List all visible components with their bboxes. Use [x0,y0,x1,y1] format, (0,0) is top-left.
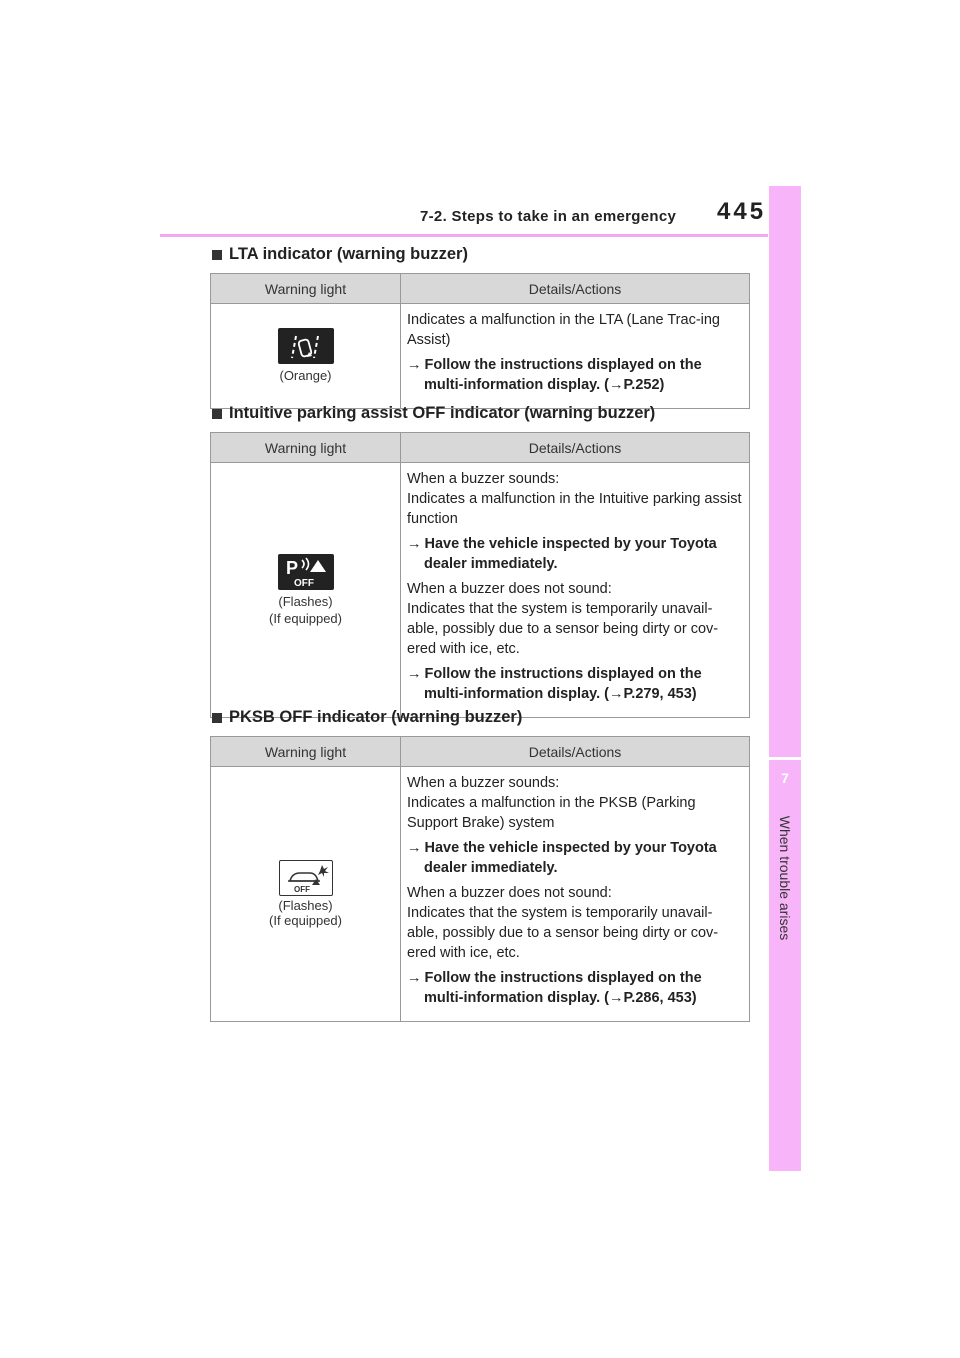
action-text: Follow the instructions displayed on the multi-information display. (→P.252) [424,357,702,393]
right-arrow-icon: → [407,840,422,856]
action-text: Have the vehicle inspected by your Toyota dealer immediately. [424,840,717,876]
warning-light-cell [211,767,401,1022]
parking-assist-graphic [278,554,334,590]
column-header-details: Details/Actions [401,737,750,767]
detail-text: When a buzzer sounds: [407,471,560,487]
chapter-title: When trouble arises [777,815,793,941]
warning-light-cell [211,463,401,718]
details-cell [401,463,750,718]
detail-text: Indicates that the system is temporarily unavail-able, possibly due to a sensor being dirty or cov-ered with ice, etc. [407,601,719,657]
table-header-row [211,737,750,767]
detail-action [407,664,743,704]
lta-lane-icon [278,328,334,364]
details-cell [401,767,750,1022]
action-text: Follow the instructions displayed on the multi-information display. (→P.286, 453) [424,970,702,1006]
pksb-graphic [280,861,332,895]
column-header-warning-light: Warning light [211,274,401,304]
action-text: Follow the instructions displayed on the multi-information display. (→P.279, 453) [424,666,702,702]
action-text: Have the vehicle inspected by your Toyota dealer immediately. [424,536,717,572]
detail-action [407,355,743,395]
square-bullet-icon [212,409,222,419]
section-heading-text: PKSB OFF indicator (warning buzzer) [229,708,523,726]
column-header-warning-light: Warning light [211,433,401,463]
warning-table-parking-assist [210,432,750,718]
square-bullet-icon [212,250,222,260]
section-heading-parking-assist [212,404,655,423]
side-tab-divider [769,757,801,760]
section-heading-lta [212,245,468,264]
right-arrow-icon: → [407,970,422,986]
detail-action [407,838,743,878]
icon-caption: (If equipped) [269,610,342,626]
column-header-details: Details/Actions [401,274,750,304]
svg-text:P: P [285,557,298,578]
svg-text:OFF: OFF [293,577,314,589]
lta-lane-graphic [278,328,334,364]
square-bullet-icon [212,713,222,723]
chapter-side-tab [769,186,801,1171]
right-arrow-icon: → [407,666,422,682]
detail-text: When a buzzer sounds: [407,775,560,791]
column-header-warning-light: Warning light [211,737,401,767]
table-row [211,304,750,409]
chapter-number: 7 [781,770,789,786]
column-header-details: Details/Actions [401,433,750,463]
table-header-row [211,274,750,304]
svg-text:OFF: OFF [293,885,310,894]
parking-assist-off-icon [278,554,334,590]
warning-table-lta [210,273,750,409]
table-header-row [211,433,750,463]
detail-text: When a buzzer does not sound: [407,885,612,901]
page-header-title: 7-2. Steps to take in an emergency [420,208,677,225]
icon-caption: (Flashes) [278,593,333,609]
section-heading-text: LTA indicator (warning buzzer) [229,245,468,263]
icon-caption: (If equipped) [269,913,342,928]
detail-text: Indicates a malfunction in the Intuitive parking assist function [407,491,742,527]
page-number: 445 [717,198,767,225]
detail-text: Indicates a malfunction in the PKSB (Parking Support Brake) system [407,795,696,831]
section-heading-pksb [212,708,522,727]
warning-table-pksb [210,736,750,1022]
right-arrow-icon: → [407,357,422,373]
table-row [211,463,750,718]
pksb-off-icon [279,860,333,896]
details-cell [401,304,750,409]
detail-text: Indicates that the system is temporarily unavail-able, possibly due to a sensor being dirty or cov-ered with ice, etc. [407,905,719,961]
detail-text: When a buzzer does not sound: [407,581,612,597]
icon-caption: (Flashes) [278,898,333,913]
section-heading-text: Intuitive parking assist OFF indicator (warning buzzer) [229,404,656,422]
detail-text: Indicates a malfunction in the LTA (Lane Trac-ing Assist) [407,312,720,348]
warning-light-cell [211,304,401,409]
detail-action [407,534,743,574]
right-arrow-icon: → [407,536,422,552]
detail-action [407,968,743,1008]
table-row [211,767,750,1022]
icon-caption: (Orange) [279,368,332,383]
header-divider [160,234,768,237]
